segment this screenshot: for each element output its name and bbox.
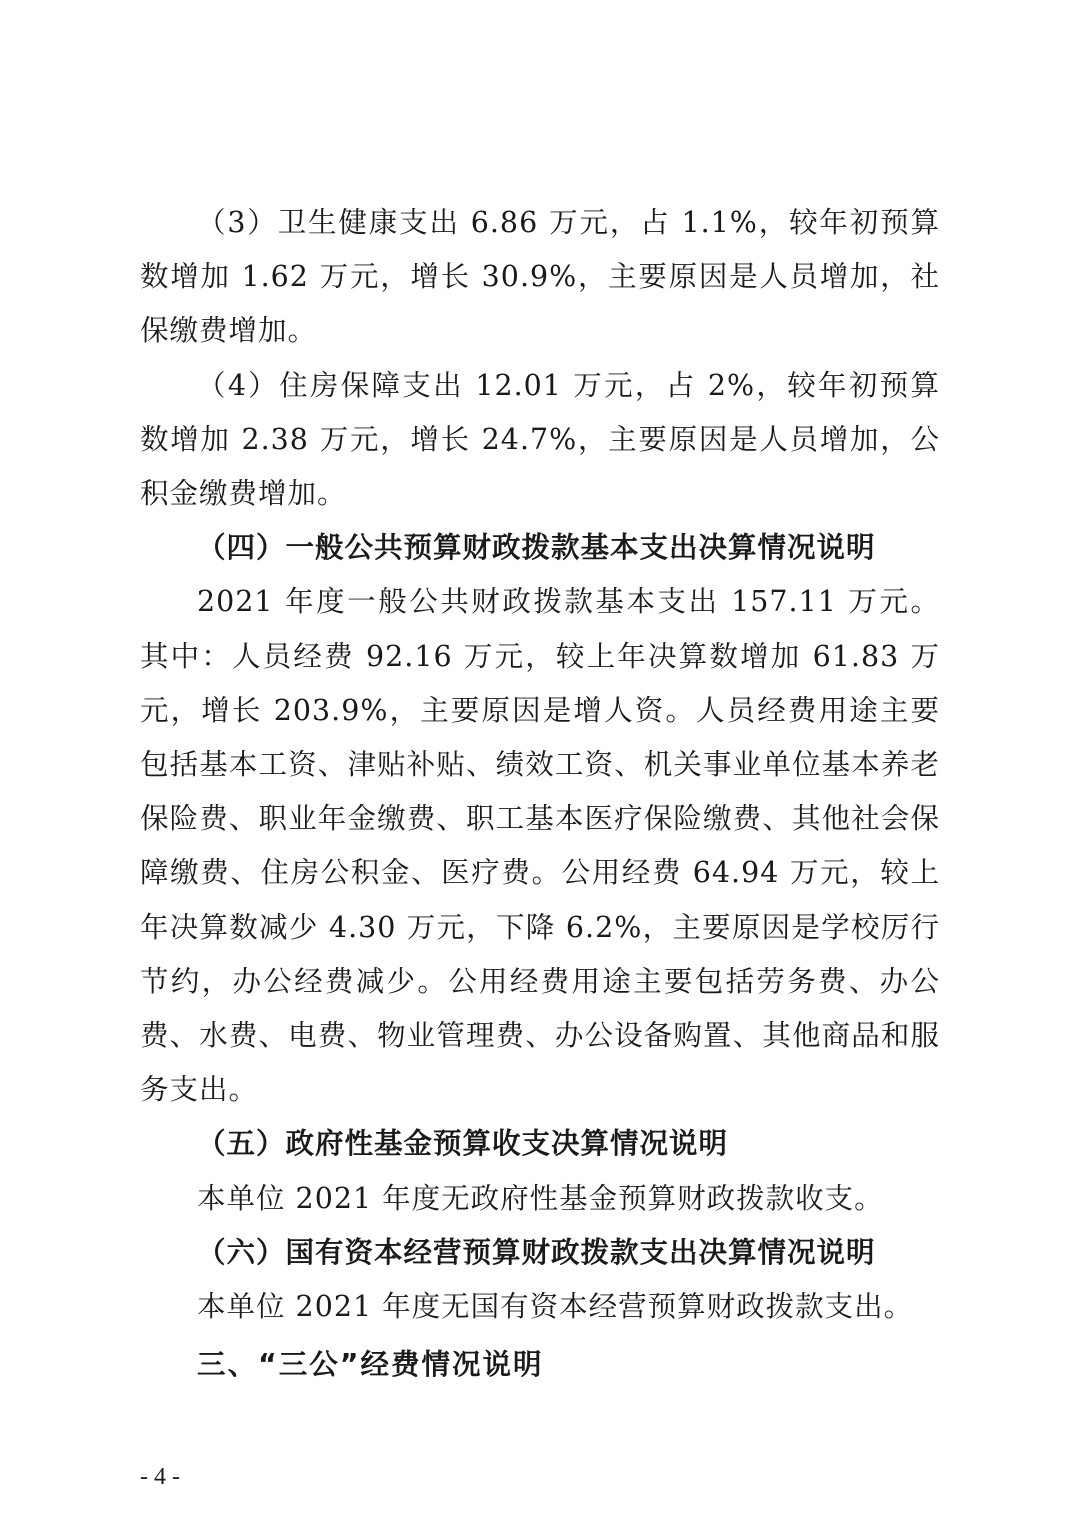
paragraph-basic-expenditure: 2021 年度一般公共财政拨款基本支出 157.11 万元。其中：人员经费 92.16 万元，较上年决算数增加 61.83 万元，增长 203.9%，主要原因是增人资。人员经费用途主要包括基本工资、津贴补贴、绩效工资、机关事业单位基本养老保险费、职业年金缴费、职工基本医疗保险缴费、其他社会保障缴费、住房公积金、医疗费。公用经费 64.94 万元，较上年决算数减少 4.30 万元，下降 6.2%，主要原因是学校厉行节约，办公经费减少。公用经费用途主要包括劳务费、办公费、水费、电费、物业管理费、办公设备购置、其他商品和服务支出。 [140,585,940,1107]
paragraph-health-expenditure: （3）卫生健康支出 6.86 万元，占 1.1%，较年初预算数增加 1.62 万元，增长 30.9%，主要原因是人员增加，社保缴费增加。 [140,206,940,348]
document-body [140,196,940,1392]
section-heading-three-public: 三、“三公”经费情况说明 [197,1348,544,1382]
paragraph-government-fund: 本单位 2021 年度无政府性基金预算财政拨款收支。 [197,1181,884,1215]
section-heading-state-capital: （六）国有资本经营预算财政拨款支出决算情况说明 [197,1235,876,1269]
section-heading-basic-expenditure: （四）一般公共预算财政拨款基本支出决算情况说明 [197,531,876,565]
section-heading-government-fund: （五）政府性基金预算收支决算情况说明 [197,1127,729,1161]
page-number: - 4 - [140,1464,180,1490]
paragraph-state-capital: 本单位 2021 年度无国有资本经营预算财政拨款支出。 [197,1290,914,1324]
paragraph-housing-expenditure: （4）住房保障支出 12.01 万元，占 2%，较年初预算数增加 2.38 万元，增长 24.7%，主要原因是人员增加，公积金缴费增加。 [140,368,940,511]
